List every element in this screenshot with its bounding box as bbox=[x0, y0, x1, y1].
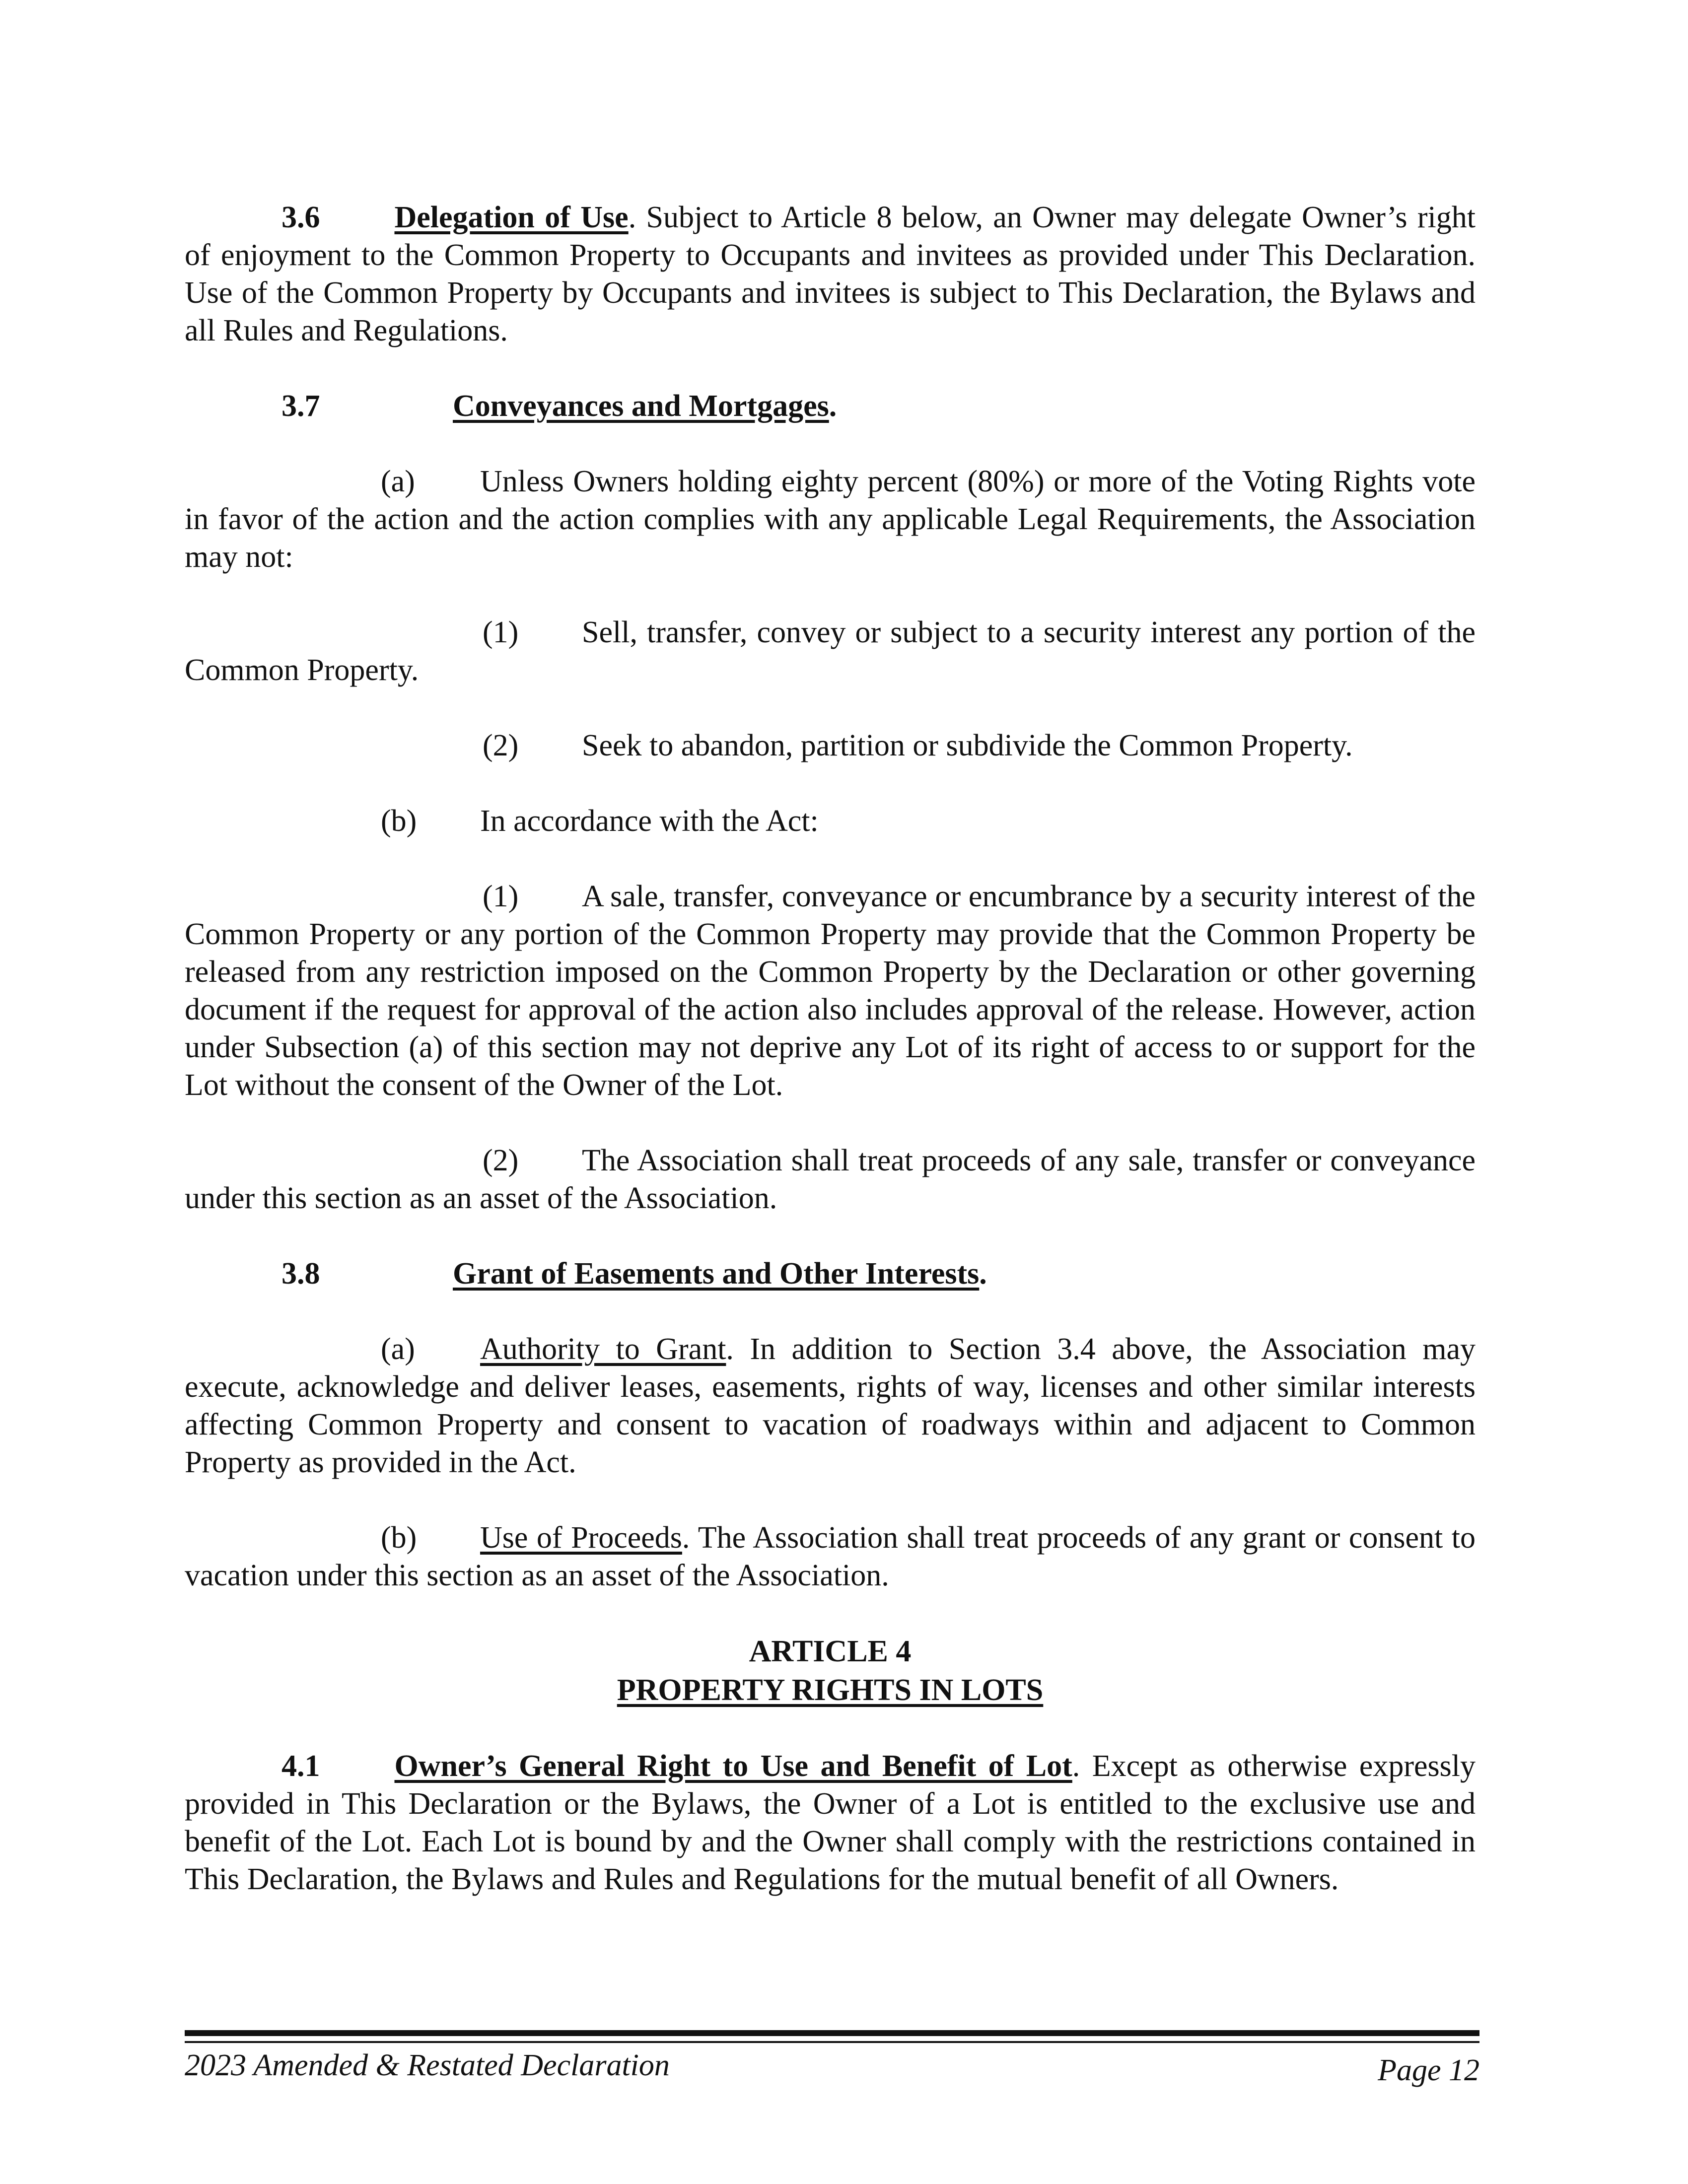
footer-page-number: Page 12 bbox=[1378, 2053, 1479, 2087]
paragraph-3-7-a-2 bbox=[185, 727, 1476, 764]
paragraph-label: (a) bbox=[381, 465, 415, 498]
paragraph-text: . In addition to Section 3.4 above, the Association may execute, acknowledge and deliver leases, easements, rights of way, licenses and other similar interests affecting Common Property and consent to vacation of roadways within and adjacent to Common Property as provided in the Act. bbox=[185, 1332, 1476, 1479]
section-title: Conveyances and Mortgages bbox=[453, 389, 829, 423]
paragraph-label: (2) bbox=[483, 1144, 519, 1177]
section-title-period: . bbox=[829, 389, 837, 423]
article-4-heading bbox=[185, 1632, 1476, 1709]
section-3-8-heading bbox=[185, 1255, 1476, 1293]
footer-rule-thin bbox=[185, 2041, 1479, 2043]
section-number: 3.6 bbox=[281, 201, 320, 234]
section-title: Grant of Easements and Other Interests bbox=[453, 1257, 980, 1291]
paragraph-text: The Association shall treat proceeds of any sale, transfer or conveyance under this section as an asset of the Association. bbox=[185, 1144, 1476, 1215]
section-number: 3.8 bbox=[281, 1257, 320, 1291]
paragraph-3-7-b bbox=[185, 802, 1476, 840]
paragraph-text: A sale, transfer, conveyance or encumbrance by a security interest of the Common Property or any portion of the Common Property may provide that the Common Property be released from any restriction imposed on the Common Property by the Declaration or other governing document if the request for approval of the action also includes approval of the release. However, action under Subsection (a) of this section may not deprive any Lot of its right of access to or support for the Lot without the consent of the Owner of the Lot. bbox=[185, 880, 1476, 1102]
page-body bbox=[185, 199, 1476, 1936]
section-3-7-heading bbox=[185, 387, 1476, 425]
section-title: Delegation of Use bbox=[394, 201, 629, 234]
paragraph-3-7-b-2 bbox=[185, 1142, 1476, 1217]
paragraph-title: Authority to Grant bbox=[480, 1332, 726, 1366]
section-text: . Except as otherwise expressly provided in This Declaration or the Bylaws, the Owner of a Lot is entitled to the exclusive use and benefit of the Lot. Each Lot is bound by and the Owner shall comply with the restrictions contained in This Declaration, the Bylaws and Rules and Regulations for the mutual benefit of all Owners. bbox=[185, 1749, 1476, 1896]
paragraph-text: In accordance with the Act: bbox=[480, 804, 819, 838]
paragraph-label: (1) bbox=[483, 880, 519, 913]
paragraph-title: Use of Proceeds bbox=[480, 1521, 682, 1555]
paragraph-3-7-b-1 bbox=[185, 878, 1476, 1104]
section-title-period: . bbox=[979, 1257, 987, 1291]
section-text: . Subject to Article 8 below, an Owner may delegate Owner’s right of enjoyment to the Common Property to Occupants and invitees as provided under This Declaration. Use of the Common Property by Occupants and invitees is subject to This Declaration, the Bylaws and all Rules and Regulations. bbox=[185, 201, 1476, 347]
paragraph-label: (b) bbox=[381, 804, 417, 838]
paragraph-text: Seek to abandon, partition or subdivide the Common Property. bbox=[582, 729, 1353, 762]
article-title: PROPERTY RIGHTS IN LOTS bbox=[617, 1673, 1044, 1707]
paragraph-3-8-a bbox=[185, 1330, 1476, 1481]
paragraph-label: (b) bbox=[381, 1521, 417, 1555]
section-title: Owner’s General Right to Use and Benefit of Lot bbox=[394, 1749, 1072, 1783]
paragraph-3-8-b bbox=[185, 1519, 1476, 1594]
article-number: ARTICLE 4 bbox=[749, 1635, 912, 1668]
paragraph-3-7-a-1 bbox=[185, 614, 1476, 689]
footer-document-title: 2023 Amended & Restated Declaration bbox=[185, 2048, 670, 2082]
footer-rule-thick bbox=[185, 2030, 1479, 2036]
section-3-6 bbox=[185, 199, 1476, 349]
paragraph-3-7-a bbox=[185, 463, 1476, 576]
paragraph-text: Unless Owners holding eighty percent (80%) or more of the Voting Rights vote in favor of the action and the action complies with any applicable Legal Requirements, the Association may not: bbox=[185, 465, 1476, 574]
section-4-1 bbox=[185, 1747, 1476, 1898]
section-number: 3.7 bbox=[281, 389, 320, 423]
paragraph-text: Sell, transfer, convey or subject to a security interest any portion of the Common Property. bbox=[185, 615, 1476, 687]
paragraph-label: (2) bbox=[483, 729, 519, 762]
paragraph-label: (1) bbox=[483, 615, 519, 649]
paragraph-text: . The Association shall treat proceeds of any grant or consent to vacation under this section as an asset of the Association. bbox=[185, 1521, 1476, 1592]
paragraph-label: (a) bbox=[381, 1332, 415, 1366]
section-number: 4.1 bbox=[281, 1749, 320, 1783]
